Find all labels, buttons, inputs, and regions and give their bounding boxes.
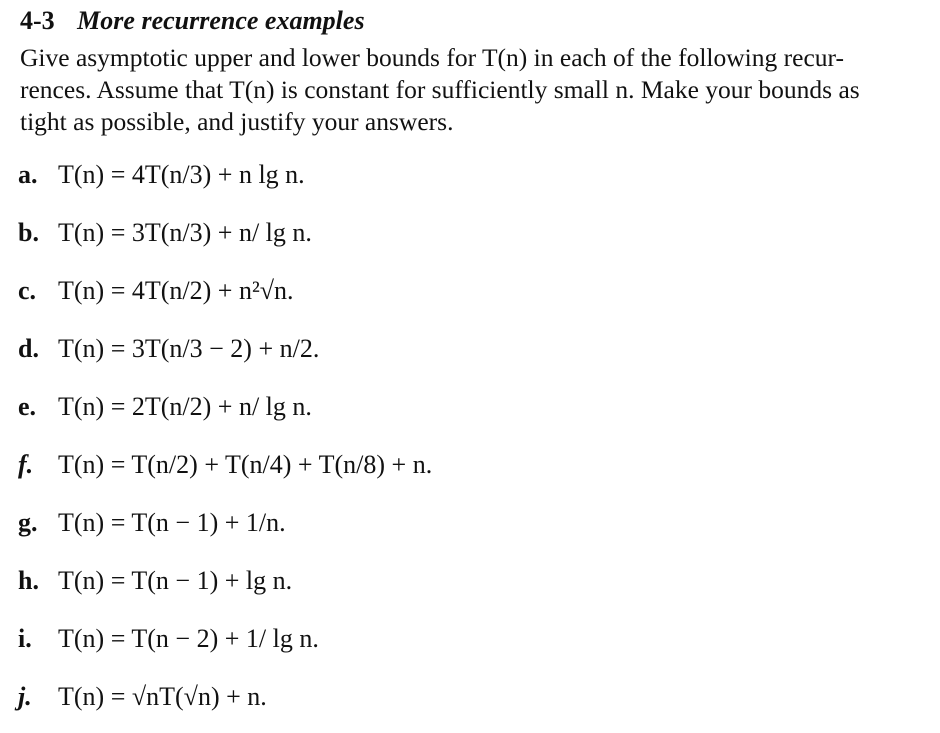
item-equation: T(n) = √nT(√n) + n. — [58, 682, 267, 711]
item-equation: T(n) = T(n/2) + T(n/4) + T(n/8) + n. — [58, 450, 433, 479]
item-label: b. — [18, 218, 39, 247]
item-equation: T(n) = 3T(n/3) + n/ lg n. — [58, 218, 312, 247]
recurrence-item — [18, 624, 319, 660]
item-label: i. — [18, 624, 32, 653]
recurrence-item — [18, 218, 312, 254]
item-equation: T(n) = 4T(n/2) + n²√n. — [58, 276, 294, 305]
recurrence-item — [18, 160, 305, 196]
item-equation: T(n) = 4T(n/3) + n lg n. — [58, 160, 305, 189]
recurrence-item — [18, 334, 319, 370]
recurrence-item — [18, 508, 286, 544]
item-equation: T(n) = 3T(n/3 − 2) + n/2. — [58, 334, 320, 363]
item-label: h. — [18, 566, 39, 595]
problem-intro: Give asymptotic upper and lower bounds for T(n) in each of the following recur- rences. Assume that T(n) is constant for sufficiently small n. Make your bounds as tight as possible, and justify your answers. — [20, 43, 860, 136]
problem-title: More recurrence examples — [77, 6, 365, 35]
item-equation: T(n) = T(n − 1) + 1/n. — [58, 508, 286, 537]
recurrence-item — [18, 392, 312, 428]
item-equation: T(n) = 2T(n/2) + n/ lg n. — [58, 392, 312, 421]
problem-heading — [20, 6, 365, 36]
item-equation: T(n) = T(n − 1) + lg n. — [58, 566, 293, 595]
item-label: c. — [18, 276, 37, 305]
item-label: e. — [18, 392, 37, 421]
recurrence-item — [18, 566, 292, 602]
item-label: g. — [18, 508, 38, 537]
item-equation: T(n) = T(n − 2) + 1/ lg n. — [58, 624, 319, 653]
item-label: a. — [18, 160, 38, 189]
item-label: f. — [18, 450, 34, 479]
item-label: d. — [18, 334, 39, 363]
recurrence-item — [18, 276, 294, 312]
recurrence-item — [18, 450, 432, 486]
problem-number: 4-3 — [20, 6, 55, 35]
item-label: j. — [18, 682, 32, 711]
recurrence-item — [18, 682, 267, 718]
